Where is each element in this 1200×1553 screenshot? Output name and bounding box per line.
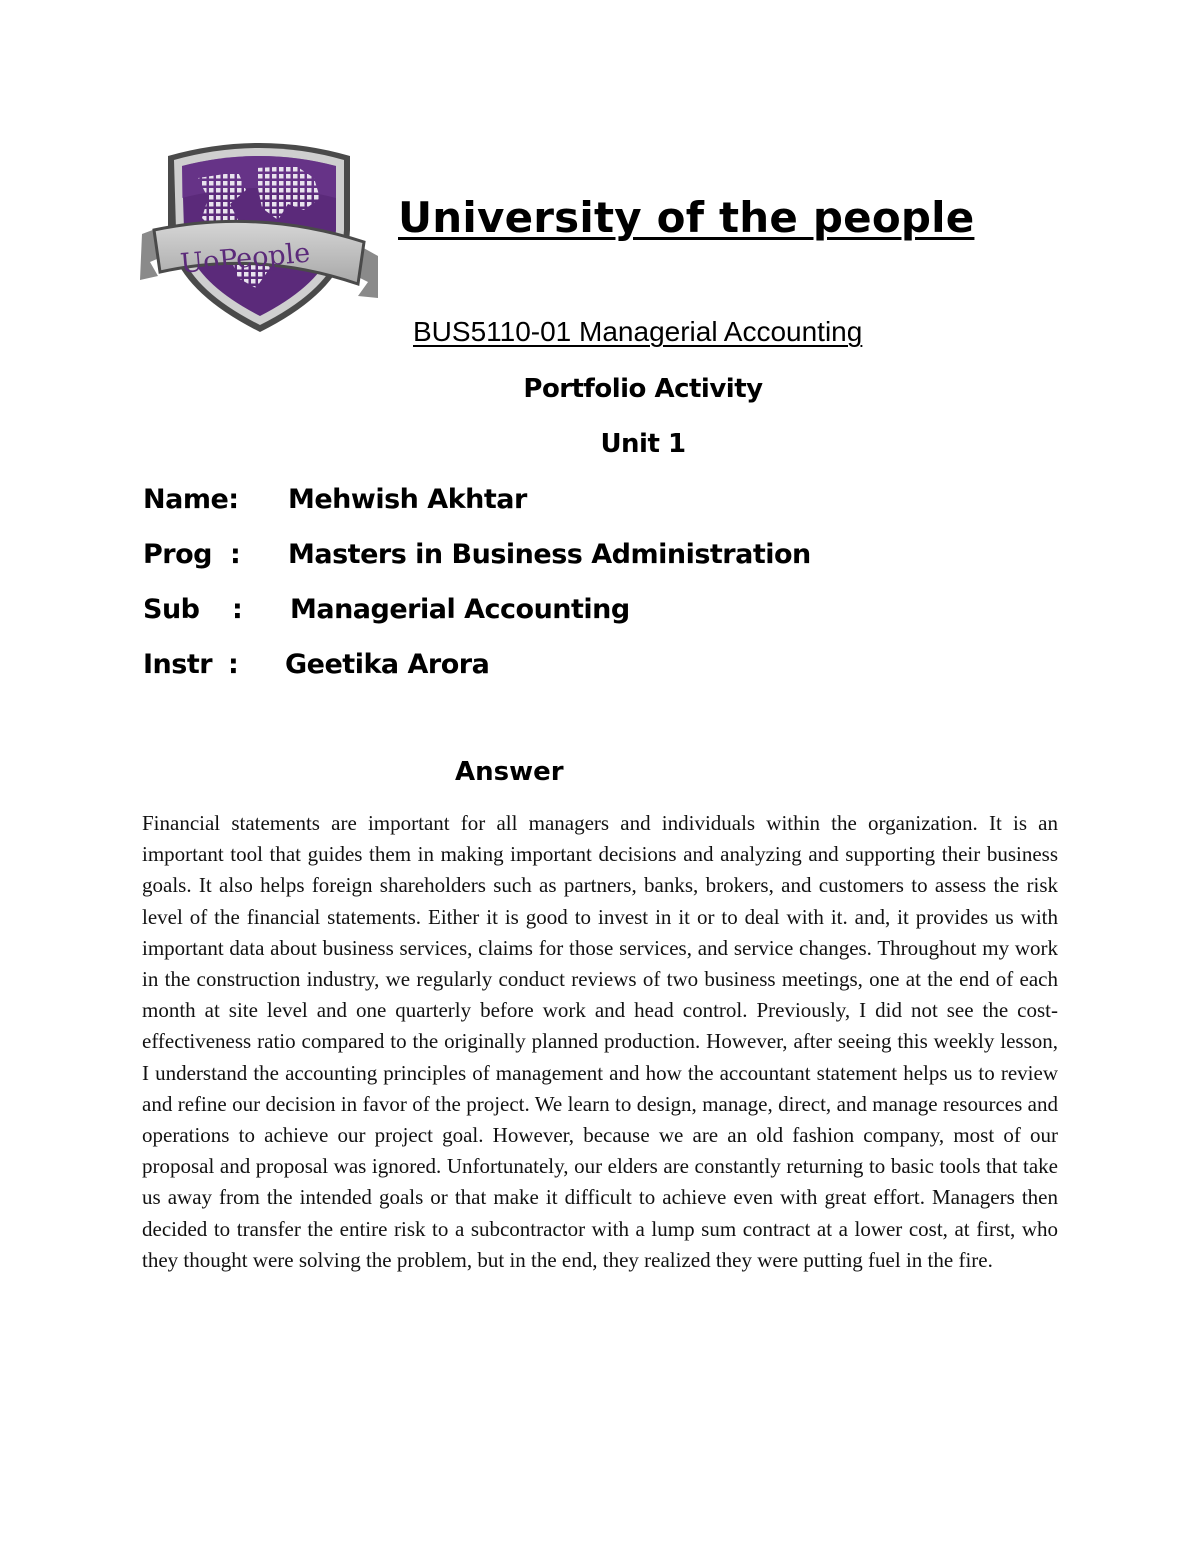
activity-title: Portfolio Activity <box>523 374 763 404</box>
sub-value: Managerial Accounting <box>290 594 630 625</box>
name-value: Mehwish Akhtar <box>288 484 527 515</box>
prog-value: Masters in Business Administration <box>288 539 811 570</box>
university-title: University of the people <box>398 193 975 242</box>
logo-text: UoPeople <box>179 237 312 280</box>
instr-value: Geetika Arora <box>285 649 490 680</box>
course-code: BUS5110-01 Managerial Accounting <box>413 316 863 347</box>
sub-label: Sub <box>143 594 200 625</box>
prog-colon: : <box>230 539 241 570</box>
name-label: Name: <box>143 484 239 515</box>
uopeople-logo <box>138 138 382 334</box>
answer-heading: Answer <box>455 757 564 787</box>
sub-colon: : <box>232 594 243 625</box>
instr-colon: : <box>228 649 239 680</box>
instr-label: Instr <box>143 649 213 680</box>
prog-label: Prog <box>143 539 212 570</box>
answer-body: Financial statements are important for all managers and individuals within the organization. It is an important tool that guides them in making important decisions and analyzing and supporting their business goals. It also helps foreign shareholders such as partners, banks, brokers, and customers to assess the risk level of the financial statements. Either it is good to invest in it or to deal with it. and, it provides us with important data about business services, claims for those services, and service changes. Throughout my work in the construction industry, we regularly conduct reviews of two business meetings, one at the end of each month at site level and one quarterly before work and head control. Previously, I did not see the cost-effectiveness ratio compared to the originally planned production. However, after seeing this weekly lesson, I understand the accounting principles of management and how the accountant statement helps us to review and refine our decision in favor of the project. We learn to design, manage, direct, and manage resources and operations to achieve our project goal. However, because we are an old fashion company, most of our proposal and proposal was ignored. Unfortunately, our elders are constantly returning to basic tools that take us away from the intended goals or that make it difficult to achieve even with great effort. Managers then decided to transfer the entire risk to a subcontractor with a lump sum contract at a lower cost, at first, who they thought were solving the problem, but in the end, they realized they were putting fuel in the fire. <box>142 811 1058 1272</box>
unit-title: Unit 1 <box>600 429 686 459</box>
